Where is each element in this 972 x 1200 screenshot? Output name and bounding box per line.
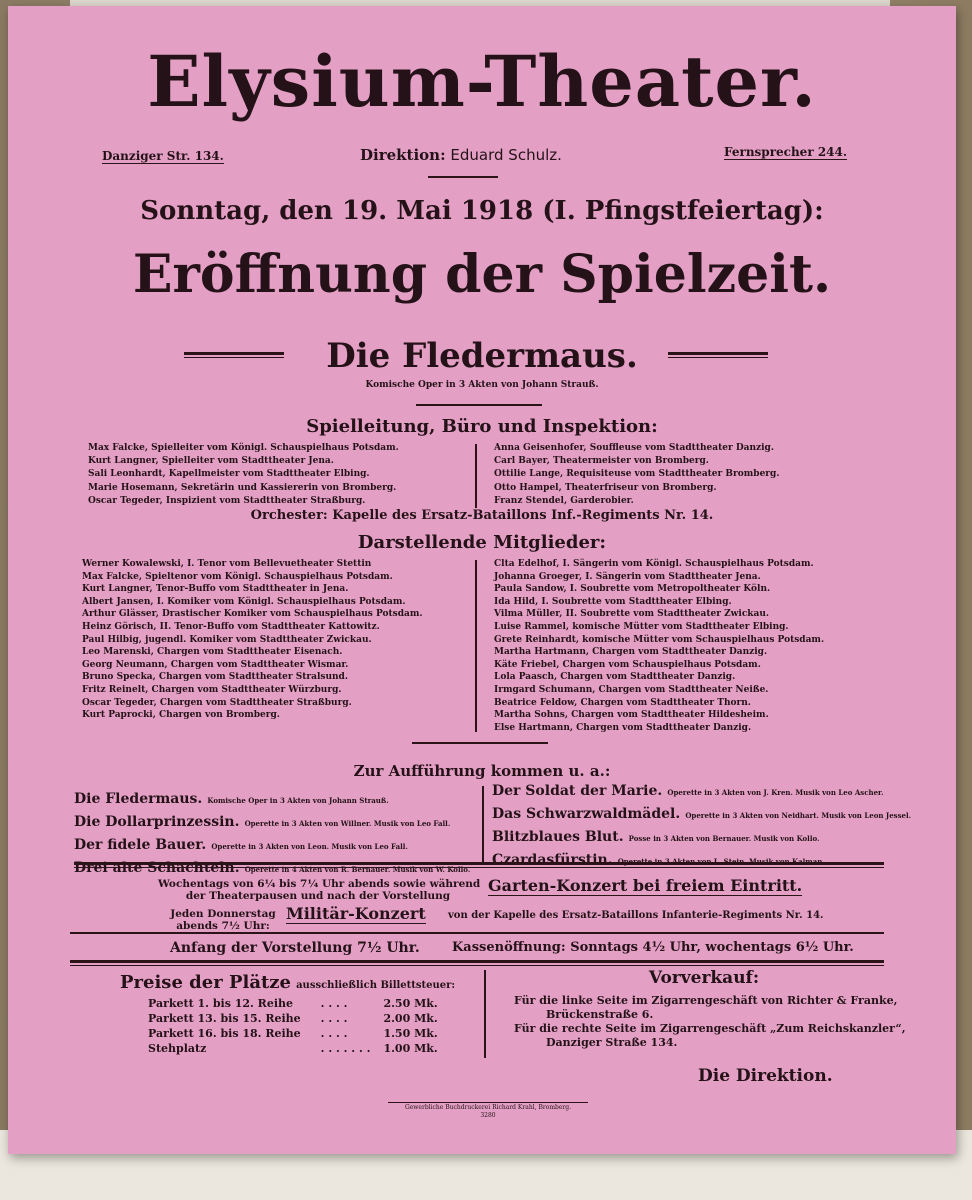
event-date: Sonntag, den 19. Mai 1918 (I. Pfingstfeiertag): xyxy=(140,196,824,226)
list-item: Luise Rammel, komische Mütter vom Stadttheater Elbing. xyxy=(494,621,789,632)
repertoire-item: Blitzblaues Blut. Posse in 3 Akten von Bernauer. Musik von Kollo. xyxy=(492,829,820,845)
table-row: Parkett 16. bis 18. Reihe . . . . 1.50 Mk. xyxy=(148,1027,438,1040)
repertoire-item: Der Soldat der Marie. Operette in 3 Akten von J. Kren. Musik von Leo Ascher. xyxy=(492,783,884,799)
theater-poster xyxy=(8,6,956,1154)
list-item: Lola Paasch, Chargen vom Stadttheater Danzig. xyxy=(494,672,736,683)
table-row: Stehplatz . . . . . . . 1.00 Mk. xyxy=(148,1042,438,1055)
performance-start: Anfang der Vorstellung 7½ Uhr. xyxy=(170,940,420,956)
list-item: Vilma Müller, II. Soubrette vom Stadttheater Zwickau. xyxy=(494,609,770,620)
phone-number: Fernsprecher 244. xyxy=(724,145,848,159)
cast-column-divider xyxy=(475,560,477,732)
section-double-rule xyxy=(74,862,884,868)
section-rule xyxy=(70,932,884,934)
repertoire-column-divider xyxy=(482,786,484,862)
list-item: Heinz Görisch, II. Tenor-Buffo vom Stadttheater Kattowitz. xyxy=(82,621,380,632)
list-item: Otto Hampel, Theaterfriseur von Bromberg. xyxy=(494,482,717,493)
list-item: Franz Stendel, Garderobier. xyxy=(494,495,634,506)
garden-concert: Garten-Konzert bei freiem Eintritt. xyxy=(488,876,803,895)
director-name: Eduard Schulz. xyxy=(450,146,562,164)
price-table xyxy=(148,996,439,1056)
repertoire-item: Czardasfürstin. Operette in 3 Akten von L. Stein. Musik von Kalman. xyxy=(492,852,825,868)
list-item: Kurt Paprocki, Chargen von Bromberg. xyxy=(82,710,280,721)
list-item: Beatrice Feldow, Chargen vom Stadttheater Thorn. xyxy=(494,697,751,708)
prices-heading-block xyxy=(120,972,455,993)
repertoire-item: Drei alte Schachteln. Operette in 4 Akten von R. Bernauer. Musik von W. Kollo. xyxy=(74,860,471,876)
list-item: Irmgard Schumann, Chargen vom Stadttheater Neiße. xyxy=(494,684,769,695)
list-item: Martha Sohns, Chargen vom Stadttheater Hildesheim. xyxy=(494,710,769,721)
prices-column-divider xyxy=(484,970,486,1058)
list-item: Arthur Glässer, Drastischer Komiker vom Schauspielhaus Potsdam. xyxy=(82,609,423,620)
military-concert: Militär-Konzert xyxy=(286,904,426,923)
list-item: Oscar Tegeder, Chargen vom Stadttheater Straßburg. xyxy=(82,697,352,708)
list-item: Ottilie Lange, Requisiteuse vom Stadttheater Bromberg. xyxy=(494,469,780,480)
list-item: Martha Hartmann, Chargen vom Stadttheater Danzig. xyxy=(494,647,768,658)
staff-heading: Spielleitung, Büro und Inspektion: xyxy=(306,416,658,437)
list-item: Sali Leonhardt, Kapellmeister vom Stadttheater Elbing. xyxy=(88,469,370,480)
staff-right-list xyxy=(494,442,779,508)
list-item: Grete Reinhardt, komische Mütter vom Schauspielhaus Potsdam. xyxy=(494,634,825,645)
list-item: Georg Neumann, Chargen vom Stadttheater Wismar. xyxy=(82,659,349,670)
list-item: Werner Kowalewski, I. Tenor vom Bellevuetheater Stettin xyxy=(82,559,372,569)
list-item: Kurt Langner, Spielleiter vom Stadttheater Jena. xyxy=(88,456,334,467)
repertoire-item: Die Dollarprinzessin. Operette in 3 Akten von Willner. Musik von Leo Fall. xyxy=(74,814,451,830)
repertoire-right xyxy=(492,780,911,872)
list-item: Bruno Specka, Chargen vom Stadttheater Stralsund. xyxy=(82,672,348,683)
list-item: Max Falcke, Spieltenor vom Königl. Schauspielhaus Potsdam. xyxy=(82,571,393,582)
box-office-hours: Kassenöffnung: Sonntags 4½ Uhr, wochentags 6½ Uhr. xyxy=(452,940,854,955)
presale-text: Für die linke Seite im Zigarrengeschäft von Richter & Franke, Brückenstraße 6. Für die rechte Seite im Zigarrengeschäft „Zum Reichskanzler“, Danziger Straße 134. xyxy=(514,994,906,1049)
presale-heading: Vorverkauf: xyxy=(648,968,760,988)
play-subtitle: Komische Oper in 3 Akten von Johann Strauß. xyxy=(365,380,599,390)
prices-heading: Preise der Plätze xyxy=(120,972,291,993)
signature: Die Direktion. xyxy=(698,1066,833,1086)
list-item: Carl Bayer, Theatermeister von Bromberg. xyxy=(494,456,709,467)
list-item: Max Falcke, Spielleiter vom Königl. Schauspielhaus Potsdam. xyxy=(88,443,399,453)
list-item: Else Hartmann, Chargen vom Stadttheater Danzig. xyxy=(494,722,752,733)
divider-short xyxy=(412,742,548,744)
list-item: Käte Friebel, Chargen vom Schauspielhaus Potsdam. xyxy=(494,659,761,670)
list-item: Anna Geisenhofer, Souffleuse vom Stadttheater Danzig. xyxy=(494,443,774,453)
repertoire-item: Der fidele Bauer. Operette in 3 Akten von Leon. Musik von Leo Fall. xyxy=(74,837,408,853)
list-item: Oscar Tegeder, Inspizient vom Stadttheater Straßburg. xyxy=(88,495,366,506)
season-opening-headline: Eröffnung der Spielzeit. xyxy=(132,244,832,305)
staff-column-divider xyxy=(475,444,477,508)
poster-title: Elysium-Theater. xyxy=(147,40,817,123)
cast-right-list xyxy=(494,558,824,734)
divider-short xyxy=(416,404,542,406)
military-band: von der Kapelle des Ersatz-Bataillons Infanterie-Regiments Nr. 14. xyxy=(448,910,824,921)
section-double-rule xyxy=(70,960,884,966)
thursday-note: Jeden Donnerstag abends 7½ Uhr: xyxy=(170,908,276,932)
list-item: Marie Hosemann, Sekretärin und Kassiererin von Bromberg. xyxy=(88,482,397,493)
list-item: Albert Jansen, I. Komiker vom Königl. Schauspielhaus Potsdam. xyxy=(82,596,406,607)
play-title: Die Fledermaus. xyxy=(326,336,638,376)
list-item: Johanna Groeger, I. Sängerin vom Stadttheater Jena. xyxy=(494,571,761,582)
direction-block xyxy=(360,146,562,164)
list-item: Paul Hilbig, jugendl. Komiker vom Stadttheater Zwickau. xyxy=(82,634,372,645)
orchestra-line: Orchester: Kapelle des Ersatz-Bataillons Inf.-Regiments Nr. 14. xyxy=(250,508,714,523)
list-item: Fritz Reinelt, Chargen vom Stadttheater Würzburg. xyxy=(82,684,342,695)
direction-label: Direktion: xyxy=(360,146,446,164)
repertoire-heading: Zur Aufführung kommen u. a.: xyxy=(353,762,611,780)
repertoire-item: Die Fledermaus. Komische Oper in 3 Akten von Johann Strauß. xyxy=(74,791,389,807)
repertoire-item: Das Schwarzwaldmädel. Operette in 3 Akten von Neidhart. Musik von Leon Jessel. xyxy=(492,806,912,822)
list-item: Leo Marenski, Chargen vom Stadttheater Eisenach. xyxy=(82,647,343,658)
theater-address: Danziger Str. 134. xyxy=(102,149,224,163)
staff-left-list xyxy=(88,442,399,508)
cast-heading: Darstellende Mitglieder: xyxy=(357,532,607,553)
list-item: Kurt Langner, Tenor-Buffo vom Stadttheater in Jena. xyxy=(82,584,349,595)
list-item: Paula Sandow, I. Soubrette vom Metropoltheater Köln. xyxy=(494,584,771,595)
weekday-note: Wochentags von 6¼ bis 7¼ Uhr abends sowie während der Theaterpausen und nach der Vorstellung xyxy=(158,878,481,902)
header-ornament xyxy=(428,176,498,178)
list-item: Ida Hild, I. Soubrette vom Stadttheater Elbing. xyxy=(494,596,732,607)
cast-left-list xyxy=(82,558,422,722)
list-item: Clta Edelhof, I. Sängerin vom Königl. Schauspielhaus Potsdam. xyxy=(494,559,814,569)
printer-imprint: Gewerbliche Buchdruckerei Richard Krahl, Bromberg. 3280 xyxy=(388,1102,588,1120)
table-row: Parkett 13. bis 15. Reihe . . . . 2.00 Mk. xyxy=(148,1012,438,1025)
table-row: Parkett 1. bis 12. Reihe . . . . 2.50 Mk. xyxy=(148,997,438,1010)
prices-note: ausschließlich Billettsteuer: xyxy=(296,980,456,991)
